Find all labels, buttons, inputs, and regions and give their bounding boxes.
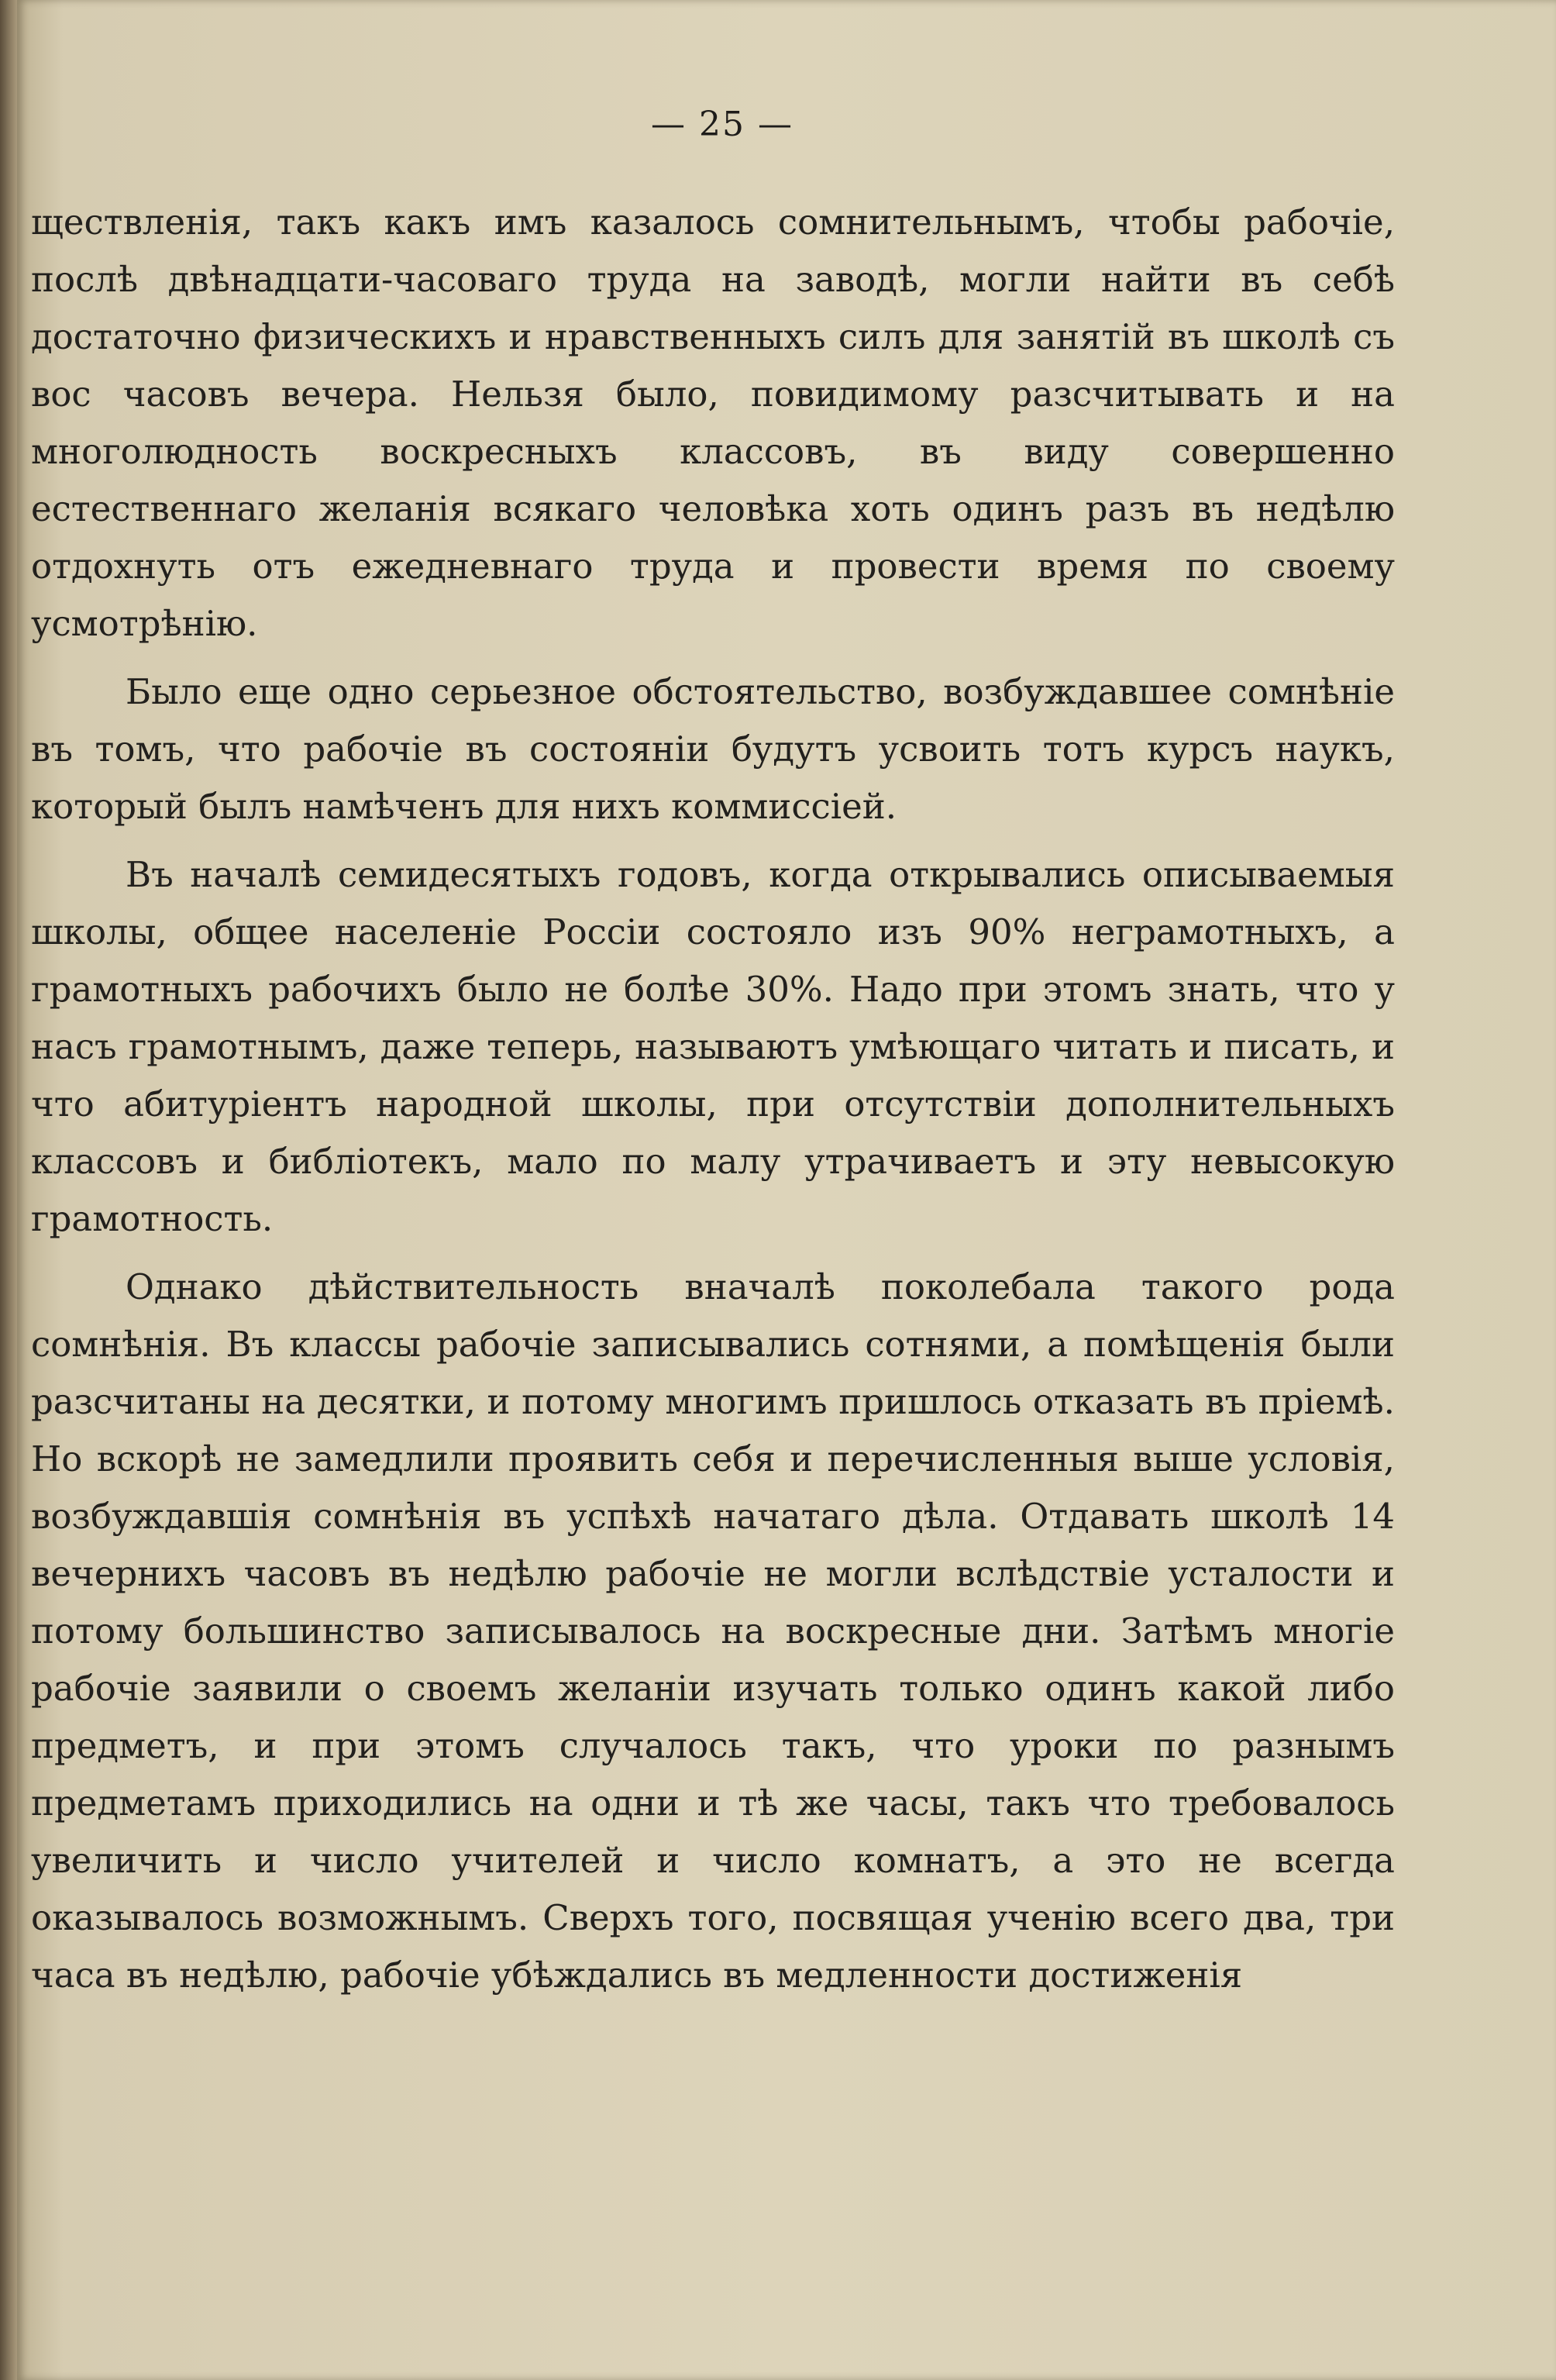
page-number: — 25 — [651, 105, 793, 144]
paragraph: Въ началѣ семидесятыхъ годовъ, когда открывались описываемыя школы, общее населеніе Россіи состояло изъ 90% неграмотныхъ, а грамотныхъ рабочихъ было не болѣе 30%. Надо при этомъ знать, что у насъ грамотнымъ, даже теперь, называютъ умѣющаго читать и писать, и что абитуріентъ народной школы, при отсутствіи дополнительныхъ классовъ и библіотекъ, мало по малу утрачиваетъ и эту невысокую грамотность. [31, 854, 1395, 1239]
paragraph: Однако дѣйствительность вначалѣ поколебала такого рода сомнѣнія. Въ классы рабочіе записывались сотнями, а помѣщенія были разсчитаны на десятки, и потому многимъ пришлось отказать въ пріемѣ. Но вскорѣ не замедлили проявить себя и перечисленныя выше условія, возбуждавшія сомнѣнія въ успѣхѣ начатаго дѣла. Отдавать школѣ 14 вечернихъ часовъ въ недѣлю рабочіе не могли вслѣдствіе усталости и потому большинство записывалось на воскресные дни. Затѣмъ многіе рабочіе заявили о своемъ желаніи изучать только одинъ какой либо предметъ, и при этомъ случалось такъ, что уроки по разнымъ предметамъ приходились на одни и тѣ же часы, такъ что требовалось увеличить и число учителей и число комнатъ, а это не всегда оказывалось возможнымъ. Сверхъ того, посвящая ученію всего два, три часа въ недѣлю, рабочіе убѣждались въ медленности достиженія [31, 1266, 1395, 1996]
paragraph-continuation: ществленія, такъ какъ имъ казалось сомнительнымъ, чтобы рабочіе, послѣ двѣнадцати-часоваго труда на заводѣ, могли найти въ себѣ достаточно физическихъ и нравственныхъ силъ для занятій въ школѣ съ вос часовъ вечера. Нельзя было, повидимому разсчитывать и на многолюдность воскресныхъ классовъ, въ виду совершенно естественнаго желанія всякаго человѣка хоть одинъ разъ въ недѣлю отдохнуть отъ ежедневнаго труда и провести время по своему усмотрѣнію. [31, 201, 1395, 644]
book-page [17, 0, 1556, 2380]
page-body-text [31, 194, 1395, 2015]
book-spine-edge [0, 0, 17, 2380]
paragraph: Было еще одно серьезное обстоятельство, возбуждавшее сомнѣніе въ томъ, что рабочіе въ состояніи будутъ усвоить тотъ курсъ наукъ, который былъ намѣченъ для нихъ коммиссіей. [31, 671, 1395, 827]
